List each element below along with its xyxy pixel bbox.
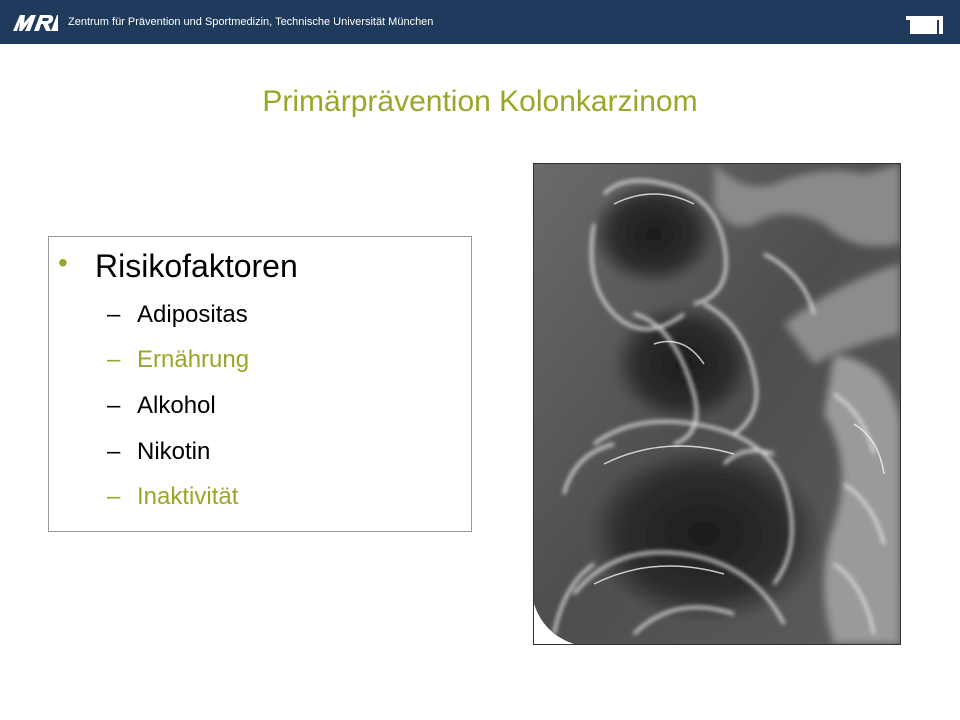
sub-item-nikotin bbox=[107, 437, 210, 467]
colon-xray-image bbox=[533, 163, 901, 645]
institution-name: Zentrum für Prävention und Sportmedizin, Technische Universität München bbox=[68, 16, 434, 28]
sub-item-label: Adipositas bbox=[137, 301, 248, 328]
header-bar bbox=[0, 0, 960, 44]
sub-item-label: Nikotin bbox=[137, 438, 211, 465]
sub-item-dash: – bbox=[107, 301, 121, 328]
sub-item-alkohol bbox=[107, 391, 216, 421]
sub-item-ernaehrung bbox=[107, 345, 249, 375]
sub-item-dash: – bbox=[107, 392, 121, 419]
sub-item-label: Inaktivität bbox=[137, 483, 239, 510]
mri-logo-icon bbox=[12, 11, 58, 33]
bullet-marker: • bbox=[58, 247, 68, 278]
tum-logo-icon bbox=[906, 16, 943, 34]
sub-item-inaktivitaet bbox=[107, 482, 238, 512]
main-item-risk-factors: Risikofaktoren bbox=[95, 248, 298, 284]
slide-title: Primärprävention Kolonkarzinom bbox=[262, 85, 698, 118]
sub-item-label: Alkohol bbox=[137, 392, 216, 419]
sub-item-dash: – bbox=[107, 483, 121, 510]
sub-item-adipositas bbox=[107, 300, 248, 330]
sub-item-dash: – bbox=[107, 346, 121, 373]
sub-item-dash: – bbox=[107, 438, 121, 465]
sub-item-label: Ernährung bbox=[137, 346, 250, 373]
